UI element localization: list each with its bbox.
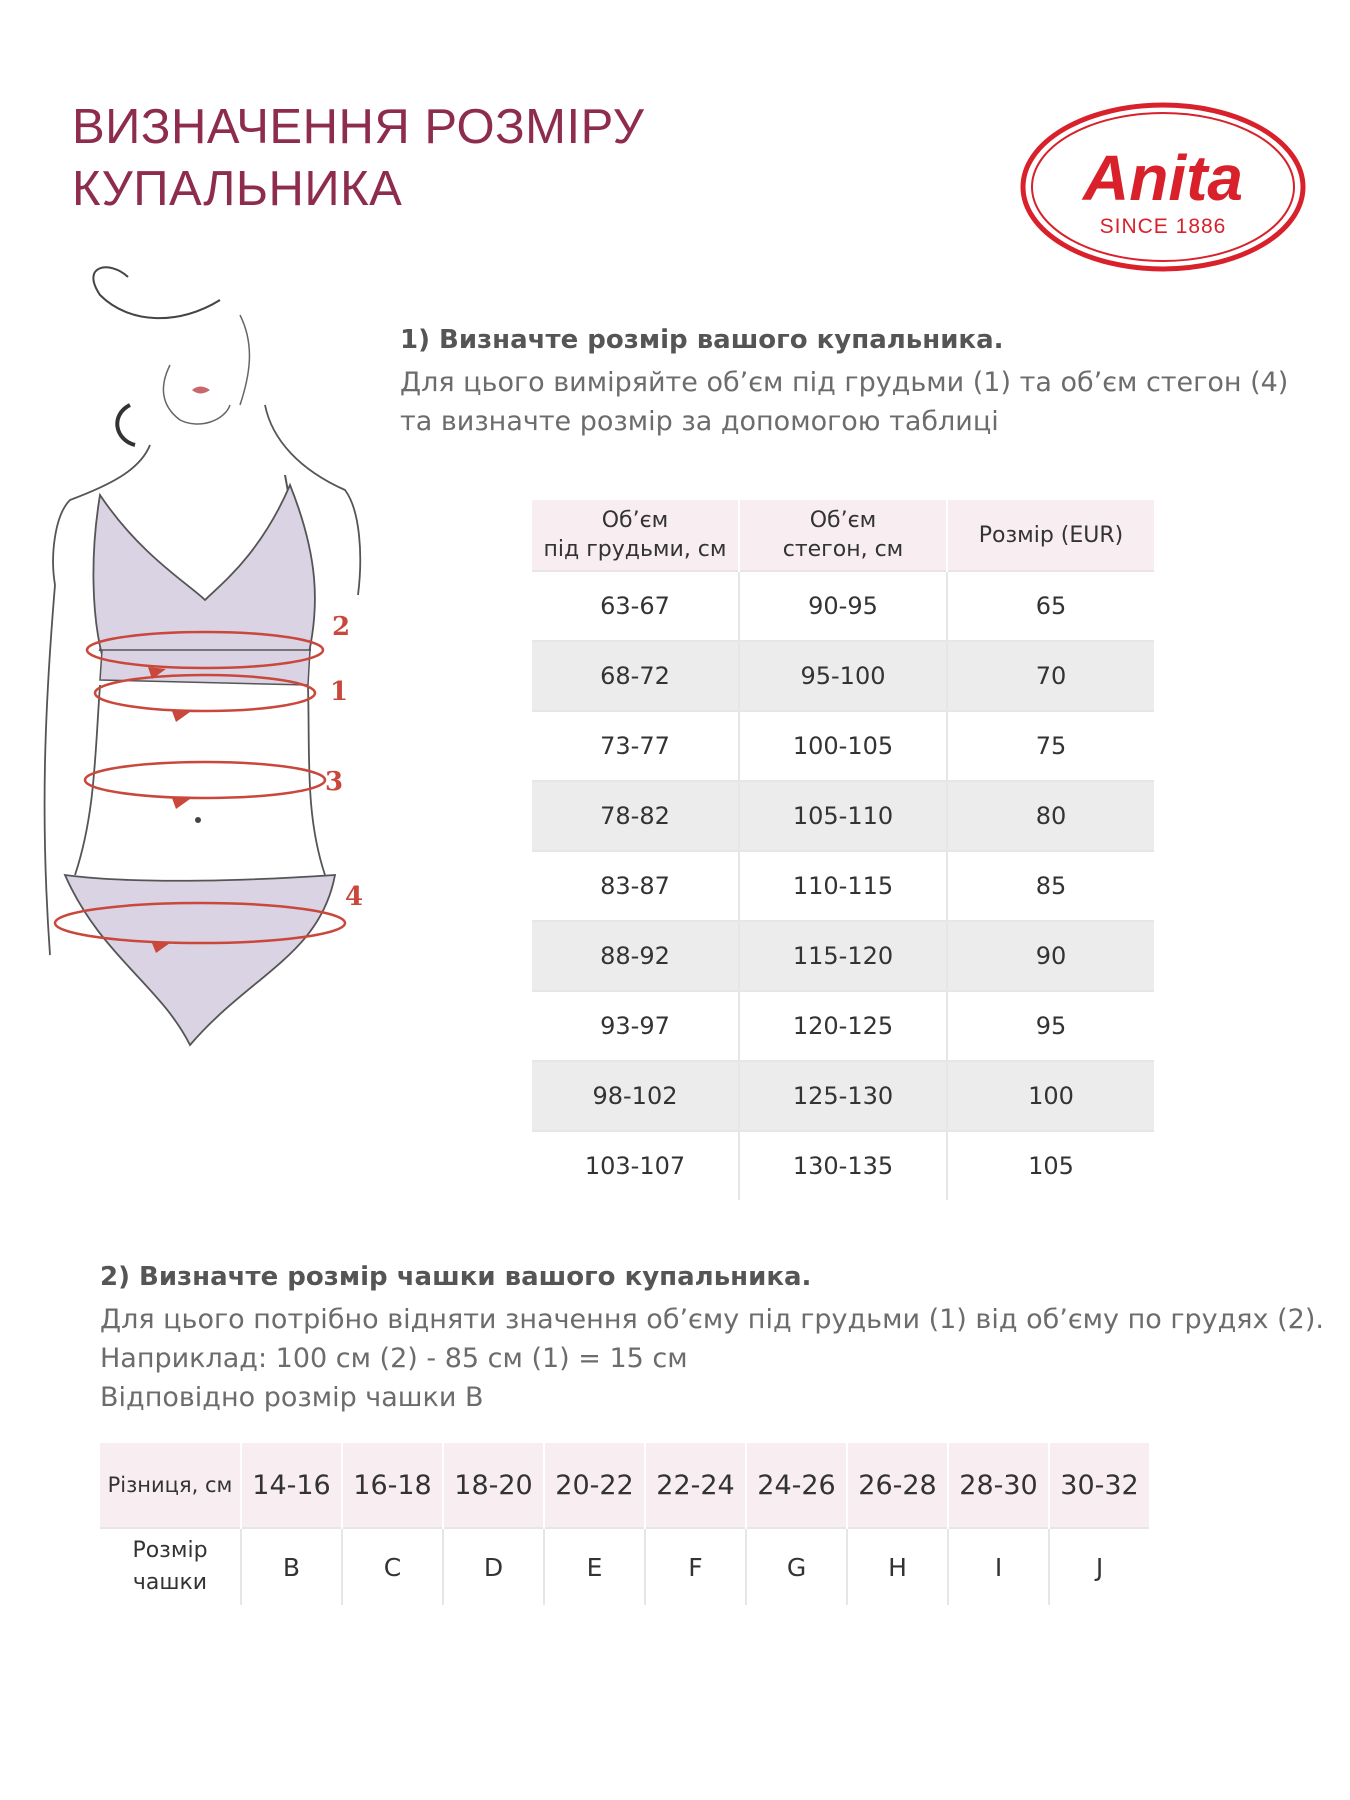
table-row: 93-97 120-125 95 (532, 991, 1154, 1061)
page-title (72, 96, 644, 220)
cup-label: Розмір чашки (100, 1528, 241, 1605)
step-2-heading: 2) Визначте розмір чашки вашого купальника. (100, 1262, 812, 1292)
diff-cell: 26-28 (847, 1443, 948, 1528)
cup-table-diff-row (100, 1443, 1149, 1528)
cup-cell: E (544, 1528, 645, 1605)
header-hips: Об’єм стегон, см (739, 500, 947, 571)
table-row: 83-87 110-115 85 (532, 851, 1154, 921)
table-row: 78-82 105-110 80 (532, 781, 1154, 851)
step-1-instructions (400, 325, 1300, 441)
table-row: 73-77 100-105 75 (532, 711, 1154, 781)
header-size-eur: Розмір (EUR) (947, 500, 1154, 571)
cup-cell: F (645, 1528, 746, 1605)
table-row: 63-67 90-95 65 (532, 571, 1154, 641)
anita-logo (1018, 100, 1308, 275)
size-table-header (532, 500, 1154, 571)
marker-4: 4 (345, 882, 364, 912)
step-2-line-1: Для цього потрібно відняти значення об’єму під грудьми (1) від об’єму по грудях (2). (100, 1304, 1324, 1335)
marker-1: 1 (330, 677, 349, 707)
cup-cell: H (847, 1528, 948, 1605)
step-2-line-2: Наприклад: 100 см (2) - 85 см (1) = 15 см (100, 1343, 688, 1374)
step-2-instructions (100, 1262, 1330, 1417)
diff-cell: 16-18 (342, 1443, 443, 1528)
table-row: 98-102 125-130 100 (532, 1061, 1154, 1131)
marker-2: 2 (332, 612, 351, 642)
header-underbust: Об’єм під грудьми, см (532, 500, 739, 571)
diff-cell: 14-16 (241, 1443, 342, 1528)
marker-3: 3 (325, 767, 344, 797)
step-1-heading: 1) Визначте розмір вашого купальника. (400, 325, 1004, 355)
step-2-line-3: Відповідно розмір чашки В (100, 1382, 484, 1413)
cup-cell: J (1049, 1528, 1149, 1605)
cup-cell: I (948, 1528, 1049, 1605)
cup-cell: C (342, 1528, 443, 1605)
diff-label: Різниця, см (100, 1443, 241, 1528)
table-row: 103-107 130-135 105 (532, 1131, 1154, 1200)
title-line-1: ВИЗНАЧЕННЯ РОЗМІРУ (72, 100, 645, 154)
table-row: 88-92 115-120 90 (532, 921, 1154, 991)
cup-cell: G (746, 1528, 847, 1605)
logo-brand-text: Anita (1083, 142, 1243, 214)
size-table (532, 500, 1154, 1200)
table-row: 68-72 95-100 70 (532, 641, 1154, 711)
logo-since-text: SINCE 1886 (1099, 215, 1227, 238)
diff-cell: 22-24 (645, 1443, 746, 1528)
cup-cell: B (241, 1528, 342, 1605)
title-line-2: КУПАЛЬНИКА (72, 162, 403, 216)
diff-cell: 20-22 (544, 1443, 645, 1528)
diff-cell: 30-32 (1049, 1443, 1149, 1528)
cup-cell: D (443, 1528, 544, 1605)
cup-table (100, 1443, 1149, 1605)
diff-cell: 24-26 (746, 1443, 847, 1528)
step-1-line-1: Для цього виміряйте об’єм під грудьми (1) та об’єм стегон (4) (400, 367, 1289, 398)
cup-table-size-row (100, 1528, 1149, 1605)
diff-cell: 18-20 (443, 1443, 544, 1528)
step-1-line-2: та визначте розмір за допомогою таблиці (400, 406, 999, 437)
measurement-figure (40, 255, 400, 1105)
diff-cell: 28-30 (948, 1443, 1049, 1528)
